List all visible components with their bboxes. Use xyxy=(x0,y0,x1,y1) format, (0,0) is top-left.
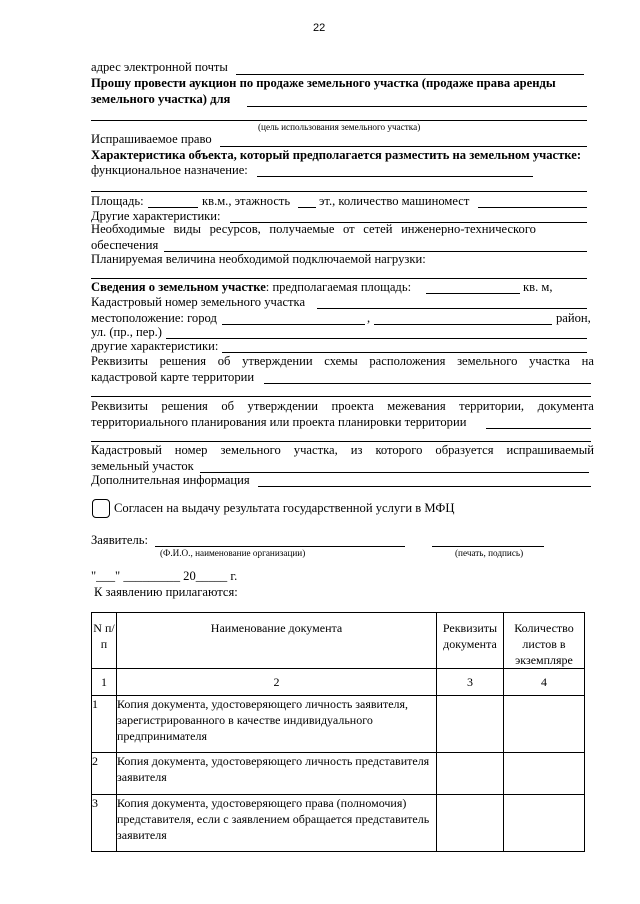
additional-field[interactable] xyxy=(258,486,591,487)
sqm-short: кв. м, xyxy=(523,280,553,294)
area-label: Площадь: xyxy=(91,194,144,208)
resources-line-1: Необходимые виды ресурсов, получаемые от сетей инженерно-технического xyxy=(91,222,536,236)
location-label: местоположение: город xyxy=(91,311,217,325)
attached-label: К заявлению прилагаются: xyxy=(94,585,238,599)
land-area-field[interactable] xyxy=(426,293,520,294)
scheme-field-2[interactable] xyxy=(91,396,591,397)
seal-field[interactable] xyxy=(432,546,544,547)
row-document-name: Копия документа, удостоверяющего права (полномочия) представителя, если с заявлением обращается представитель заявителя xyxy=(117,795,437,852)
right-label: Испрашиваемое право xyxy=(91,132,212,146)
row-document-name: Копия документа, удостоверяющего личность заявителя, зарегистрированного в качестве индивидуального предпринимателя xyxy=(117,696,437,753)
table-row xyxy=(92,753,585,795)
scheme-line-1: Реквизиты решения об утверждении схемы расположения земельного участка на xyxy=(91,354,594,368)
header-name: Наименование документа xyxy=(117,613,437,669)
col-number-3: 3 xyxy=(437,669,504,696)
source-field[interactable] xyxy=(200,472,589,473)
object-heading: Характеристика объекта, который предполагается разместить на земельном участке: xyxy=(91,148,582,162)
source-line-1: Кадастровый номер земельного участка, из которого образуется испрашиваемый xyxy=(91,443,594,457)
land-info-heading: Сведения о земельном участке xyxy=(91,280,266,294)
row-document-name: Копия документа, удостоверяющего личность представителя заявителя xyxy=(117,753,437,795)
resources-line-2: обеспечения xyxy=(91,238,159,252)
email-field[interactable] xyxy=(236,74,584,75)
header-sheets: Количество листов в экземпляре xyxy=(504,613,585,669)
scheme-field[interactable] xyxy=(264,383,591,384)
functional-field[interactable] xyxy=(257,176,533,177)
seal-caption: (печать, подпись) xyxy=(455,548,524,558)
right-field[interactable] xyxy=(220,146,587,147)
row-sheets-cell[interactable] xyxy=(504,795,585,852)
page-number: 22 xyxy=(313,22,326,34)
col-number-1: 1 xyxy=(92,669,117,696)
purpose-field[interactable] xyxy=(247,106,587,107)
other-chars-field[interactable] xyxy=(222,352,587,353)
row-requisites-cell[interactable] xyxy=(437,696,504,753)
land-info-line xyxy=(91,280,411,295)
row-number: 3 xyxy=(92,795,117,852)
survey-line-1: Реквизиты решения об утверждении проекта межевания территории, документа xyxy=(91,399,594,413)
other-chars-label: другие характеристики: xyxy=(91,339,219,353)
purpose-caption: (цель использования земельного участка) xyxy=(258,122,421,132)
row-sheets-cell[interactable] xyxy=(504,753,585,795)
table-row xyxy=(92,795,585,852)
email-label: адрес электронной почты xyxy=(91,60,228,74)
col-number-4: 4 xyxy=(504,669,585,696)
floors-field[interactable] xyxy=(298,207,316,208)
applicant-label: Заявитель: xyxy=(91,533,148,547)
city-field[interactable] xyxy=(222,324,365,325)
table-number-row xyxy=(92,669,585,696)
request-line-1: Прошу провести аукцион по продаже земельного участка (продаже права аренды xyxy=(91,76,556,90)
survey-field[interactable] xyxy=(486,428,591,429)
street-label: ул. (пр., пер.) xyxy=(91,325,162,339)
row-requisites-cell[interactable] xyxy=(437,753,504,795)
survey-line-2: территориального планирования или проекта планировки территории xyxy=(91,415,467,429)
functional-label: функциональное назначение: xyxy=(91,163,248,177)
table-header-row xyxy=(92,613,585,669)
sqm-label: кв.м., этажность xyxy=(202,194,291,208)
parking-field[interactable] xyxy=(478,207,587,208)
row-number: 1 xyxy=(92,696,117,753)
survey-field-2[interactable] xyxy=(91,441,591,442)
documents-table xyxy=(91,612,585,852)
row-requisites-cell[interactable] xyxy=(437,795,504,852)
land-info-text: : предполагаемая площадь: xyxy=(265,280,412,294)
row-number: 2 xyxy=(92,753,117,795)
district-field[interactable] xyxy=(374,324,552,325)
header-requisites: Реквизиты документа xyxy=(437,613,504,669)
request-line-2: земельного участка) для xyxy=(91,92,231,106)
table-row xyxy=(92,696,585,753)
header-number: N п/п xyxy=(92,613,117,669)
planned-load-label: Планируемая величина необходимой подключаемой нагрузки: xyxy=(91,252,426,266)
district-label: район, xyxy=(556,311,591,325)
cadastral-field[interactable] xyxy=(317,308,587,309)
consent-checkbox[interactable] xyxy=(92,499,110,518)
col-number-2: 2 xyxy=(117,669,437,696)
date-line: "___" _________ 20_____ г. xyxy=(91,569,238,583)
functional-field-2[interactable] xyxy=(91,191,587,192)
other-char-label: Другие характеристики: xyxy=(91,209,221,223)
additional-label: Дополнительная информация xyxy=(91,473,250,487)
cadastral-label: Кадастровый номер земельного участка xyxy=(91,295,306,309)
source-line-2: земельный участок xyxy=(91,459,194,473)
street-field[interactable] xyxy=(166,338,587,339)
applicant-caption: (Ф.И.О., наименование организации) xyxy=(160,548,306,558)
row-sheets-cell[interactable] xyxy=(504,696,585,753)
parking-label: эт., количество машиномест xyxy=(319,194,470,208)
consent-label: Согласен на выдачу результата государственной услуги в МФЦ xyxy=(114,501,455,515)
scheme-line-2: кадастровой карте территории xyxy=(91,370,255,384)
planned-load-field[interactable] xyxy=(91,278,587,279)
area-field[interactable] xyxy=(148,207,198,208)
applicant-field[interactable] xyxy=(155,546,405,547)
comma: , xyxy=(367,311,371,325)
purpose-field-2[interactable] xyxy=(91,120,587,121)
